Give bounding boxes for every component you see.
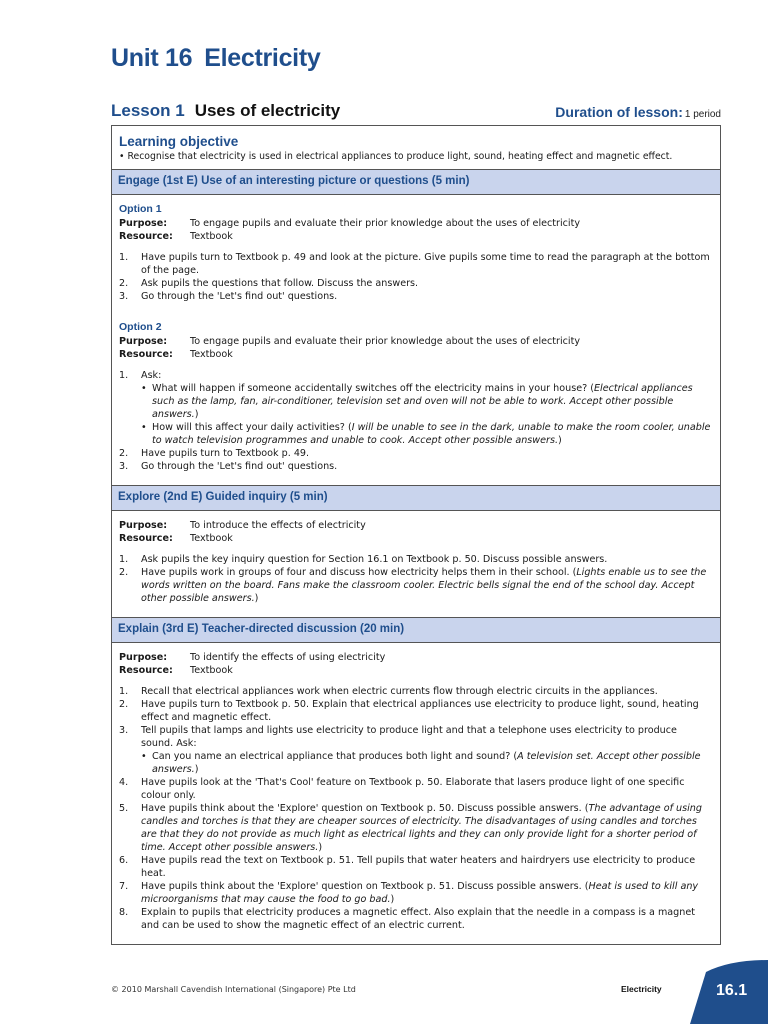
- list-item: 8. Explain to pupils that electricity produces a magnetic effect. Also explain that the needle in a compass is a magnet and can be used to show the magnetic effect of an electric current.: [119, 907, 696, 931]
- resource-text: Textbook: [190, 665, 233, 676]
- ask-label: Ask:: [141, 370, 162, 381]
- purpose-label: Purpose:: [119, 218, 168, 229]
- explore-block: [112, 519, 720, 605]
- explain-steps: [119, 685, 712, 932]
- list-item: 7. Have pupils think about the 'Explore' question on Textbook p. 51. Discuss possible answers. (Heat is used to kill any microorganisms that may cause the food to go bad.): [119, 881, 699, 905]
- purpose-text: To engage pupils and evaluate their prior knowledge about the uses of electricity: [190, 218, 581, 229]
- question-list: [141, 750, 712, 776]
- resource-label: Resource:: [119, 231, 173, 242]
- purpose-row: [119, 519, 712, 532]
- duration-value: 1 period: [684, 109, 721, 120]
- list-item: 1. Ask pupils the key inquiry question for Section 16.1 on Textbook p. 50. Discuss possible answers.: [119, 554, 608, 565]
- engage-option-1: [112, 203, 720, 303]
- list-item: 1. Ask: • What will happen if someone accidentally switches off the electricity mains in your house? (Electrical appliances such as the lamp, fan, air-conditioner, television set and oven will not be able to work. Accept other possible answers.) • How will this affect your daily activities? (I will be unable to see in the dark, unable to make the room cooler, unable to watch television programmes and unable to cook. Accept other possible answers.): [119, 370, 711, 446]
- unit-name: Electricity: [204, 44, 321, 72]
- bullet: •: [141, 383, 147, 394]
- option-2-steps: [119, 369, 712, 473]
- lesson-plan-table: [111, 125, 721, 945]
- unit-number: Unit 16: [111, 44, 193, 72]
- resource-label: Resource:: [119, 665, 173, 676]
- explore-steps: [119, 553, 712, 605]
- resource-row: [119, 348, 712, 361]
- lesson-number: Lesson 1: [111, 101, 185, 120]
- list-item: 2. Have pupils turn to Textbook p. 49.: [119, 448, 310, 459]
- list-item: 4. Have pupils look at the 'That's Cool' feature on Textbook p. 50. Elaborate that lasers produce light of one specific colour only.: [119, 777, 685, 801]
- engage-option-2: [112, 321, 720, 473]
- list-item: 3. Tell pupils that lamps and lights use electricity to produce light and that a telephone uses electricity to produce sound. Ask: • Can you name an electrical appliance that produces both light and sound? (A television set. Accept other possible answers.): [119, 724, 712, 776]
- learning-objective-heading: Learning objective: [119, 134, 239, 149]
- question-item: • How will this affect your daily activities? (I will be unable to see in the dark, unable to make the room cooler, unable to watch television programmes and unable to cook. Accept other possible answers.): [141, 422, 711, 446]
- list-item: 1. Recall that electrical appliances work when electric currents flow through electric circuits in the appliances.: [119, 686, 658, 697]
- list-item: 2. Have pupils turn to Textbook p. 50. Explain that electrical appliances use electricity to produce light, sound, heating effect and magnetic effect.: [119, 699, 699, 723]
- resource-label: Resource:: [119, 349, 173, 360]
- learning-objective: [112, 126, 720, 169]
- resource-row: [119, 230, 712, 243]
- purpose-text: To engage pupils and evaluate their prior knowledge about the uses of electricity: [190, 336, 581, 347]
- purpose-label: Purpose:: [119, 336, 168, 347]
- lesson-title: [111, 101, 340, 121]
- purpose-text: To identify the effects of using electricity: [190, 652, 386, 663]
- question-list: [141, 382, 712, 447]
- purpose-row: [119, 651, 712, 664]
- list-item: 6. Have pupils read the text on Textbook p. 51. Tell pupils that water heaters and hairdryers use electricity to produce heat.: [119, 855, 696, 879]
- list-item: 3. Go through the 'Let's find out' questions.: [119, 291, 338, 302]
- unit-title: [111, 44, 320, 73]
- bullet: •: [141, 751, 147, 762]
- resource-row: [119, 664, 712, 677]
- lesson-duration: [555, 104, 721, 120]
- purpose-row: [119, 217, 712, 230]
- bullet: •: [141, 422, 147, 433]
- list-item: 2. Ask pupils the questions that follow. Discuss the answers.: [119, 278, 419, 289]
- option-2-title: Option 2: [119, 321, 162, 333]
- engage-heading: Engage (1st E) Use of an interesting picture or questions (5 min): [112, 169, 720, 195]
- lesson-header: [111, 101, 721, 123]
- list-item: 1. Have pupils turn to Textbook p. 49 and look at the picture. Give pupils some time to read the paragraph at the bottom of the page.: [119, 252, 710, 276]
- duration-label: Duration of lesson:: [555, 104, 683, 120]
- purpose-row: [119, 335, 712, 348]
- copyright-notice: © 2010 Marshall Cavendish International (Singapore) Pte Ltd: [111, 985, 356, 994]
- resource-text: Textbook: [190, 231, 233, 242]
- resource-text: Textbook: [190, 533, 233, 544]
- explain-block: [112, 651, 720, 932]
- option-1-title: Option 1: [119, 203, 162, 215]
- resource-row: [119, 532, 712, 545]
- list-item: 3. Go through the 'Let's find out' questions.: [119, 461, 338, 472]
- learning-objective-text: • Recognise that electricity is used in electrical appliances to produce light, sound, heating effect and magnetic effect.: [119, 151, 673, 162]
- list-item: 2. Have pupils work in groups of four and discuss how electricity helps them in their school. (Lights enable us to see the words written on the board. Fans make the classroom cooler. Electric bells signal the end of the school day. Accept other possible answers.): [119, 567, 707, 604]
- list-item: 5. Have pupils think about the 'Explore' question on Textbook p. 50. Discuss possible answers. (The advantage of using candles and torches is that they are cheaper sources of electricity. The disadvantages of using candles and torches are that they do not provide as much light as electrical lights and they can only provide light for a shorter period of time. Accept other possible answers.): [119, 803, 702, 853]
- section-name: Electricity: [621, 984, 662, 994]
- resource-text: Textbook: [190, 349, 233, 360]
- page-tab-label: 16.1: [716, 982, 748, 999]
- purpose-label: Purpose:: [119, 520, 168, 531]
- lesson-name: Uses of electricity: [194, 101, 341, 120]
- explain-heading: Explain (3rd E) Teacher-directed discussion (20 min): [112, 617, 720, 643]
- page-tab: [690, 960, 768, 1024]
- option-1-steps: [119, 251, 712, 303]
- question-item: • Can you name an electrical appliance that produces both light and sound? (A television set. Accept other possible answers.): [141, 751, 701, 775]
- purpose-label: Purpose:: [119, 652, 168, 663]
- resource-label: Resource:: [119, 533, 173, 544]
- question-item: • What will happen if someone accidentally switches off the electricity mains in your house? (Electrical appliances such as the lamp, fan, air-conditioner, television set and oven will not be able to work. Accept other possible answers.): [141, 383, 693, 420]
- purpose-text: To introduce the effects of electricity: [190, 520, 366, 531]
- explore-heading: Explore (2nd E) Guided inquiry (5 min): [112, 485, 720, 511]
